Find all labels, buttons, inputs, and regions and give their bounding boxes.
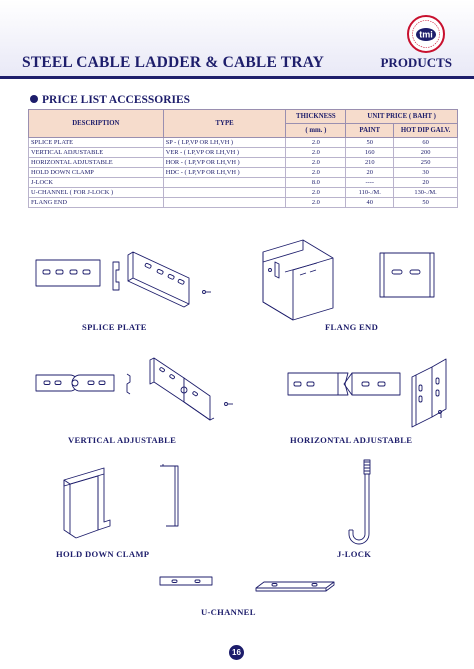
- cell-paint: 40: [346, 198, 394, 208]
- cell-paint: ----: [346, 178, 394, 188]
- cell-description: VERTICAL ADJUSTABLE: [29, 148, 164, 158]
- header-unit-price: UNIT PRICE ( BAHT ): [346, 110, 458, 124]
- cell-paint: 210: [346, 158, 394, 168]
- header-hot-dip: HOT DIP GALV.: [394, 124, 458, 138]
- cell-thickness: 8.0: [286, 178, 346, 188]
- label-j-lock: J-LOCK: [337, 549, 372, 559]
- cell-thickness: 2.0: [286, 138, 346, 148]
- hold-down-clamp-drawing: [64, 464, 178, 538]
- label-hold-down-clamp: HOLD DOWN CLAMP: [56, 549, 150, 559]
- horizontal-adjustable-drawing: [288, 359, 446, 427]
- cell-thickness: 2.0: [286, 198, 346, 208]
- logo-text: tmi: [419, 29, 433, 40]
- cell-hot-dip: 130-./M.: [394, 188, 458, 198]
- cell-hot-dip: 200: [394, 148, 458, 158]
- cell-hot-dip: 50: [394, 198, 458, 208]
- label-vertical-adjustable: VERTICAL ADJUSTABLE: [68, 435, 177, 445]
- header-thickness: THICKNESS: [286, 110, 346, 124]
- cell-paint: 160: [346, 148, 394, 158]
- cell-description: FLANG END: [29, 198, 164, 208]
- j-lock-drawing: [349, 460, 370, 544]
- cell-type: HDC - ( LP,VP OR LH,VH ): [163, 168, 286, 178]
- cell-thickness: 2.0: [286, 158, 346, 168]
- cell-thickness: 2.0: [286, 148, 346, 158]
- flang-end-drawing: [263, 240, 434, 320]
- products-label: PRODUCTS: [380, 55, 452, 70]
- cell-hot-dip: 20: [394, 178, 458, 188]
- section-title-text: PRICE LIST ACCESSORIES: [42, 94, 191, 106]
- cell-paint: 50: [346, 138, 394, 148]
- header-description: DESCRIPTION: [29, 110, 164, 138]
- cell-paint: 110-./M.: [346, 188, 394, 198]
- cell-description: HORIZONTAL ADJUSTABLE: [29, 158, 164, 168]
- cell-description: U-CHANNEL ( FOR J-LOCK ): [29, 188, 164, 198]
- vertical-adjustable-drawing: [36, 358, 233, 420]
- u-channel-drawing: [160, 577, 334, 591]
- page-title: STEEL CABLE LADDER & CABLE TRAY: [22, 54, 325, 71]
- label-u-channel: U-CHANNEL: [201, 607, 256, 617]
- cell-type: VER - ( LP,VP OR LH,VH ): [163, 148, 286, 158]
- cell-type: HOR - ( LP,VP OR LH,VH ): [163, 158, 286, 168]
- splice-plate-drawing: [36, 252, 211, 307]
- cell-description: HOLD DOWN CLAMP: [29, 168, 164, 178]
- label-splice-plate: SPLICE PLATE: [82, 322, 147, 332]
- page-number: 16: [229, 645, 244, 660]
- header-type: TYPE: [163, 110, 286, 138]
- cell-type: SP - ( LP,VP OR LH,VH ): [163, 138, 286, 148]
- cell-thickness: 2.0: [286, 188, 346, 198]
- cell-hot-dip: 30: [394, 168, 458, 178]
- header-thickness-unit: ( mm. ): [286, 124, 346, 138]
- cell-description: J-LOCK: [29, 178, 164, 188]
- label-flang-end: FLANG END: [325, 322, 379, 332]
- header-paint: PAINT: [346, 124, 394, 138]
- cell-hot-dip: 60: [394, 138, 458, 148]
- cell-description: SPLICE PLATE: [29, 138, 164, 148]
- cell-hot-dip: 250: [394, 158, 458, 168]
- cell-thickness: 2.0: [286, 168, 346, 178]
- label-horizontal-adjustable: HORIZONTAL ADJUSTABLE: [290, 435, 413, 445]
- cell-paint: 20: [346, 168, 394, 178]
